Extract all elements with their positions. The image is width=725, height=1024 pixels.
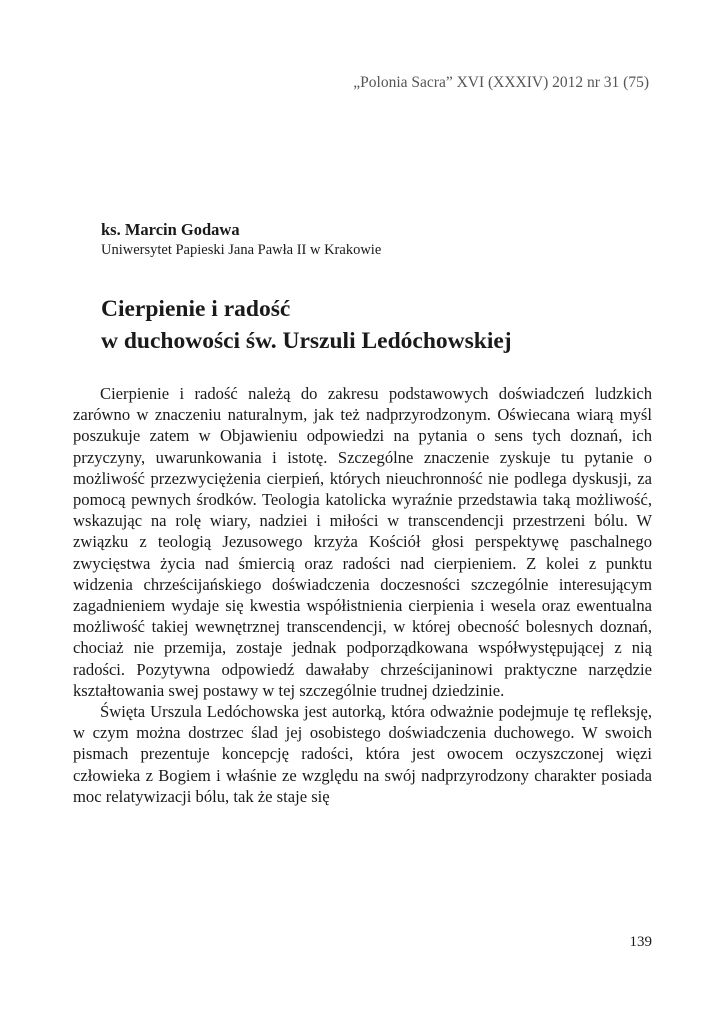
body-paragraph-1: Cierpienie i radość należą do zakresu podstawowych doświadczeń ludzkich zarówno w znaczeniu naturalnym, jak też nadprzyrodzonym. Oświecana wiarą myśl poszukuje zatem w Objawieniu odpowiedzi na pytania o sens tych doznań, ich przyczyny, uwarunkowania i istotę. Szczególne znaczenie zyskuje tu pytanie o możliwość przezwyciężenia cierpień, których nieuchronność nie podlega dyskusji, za pomocą pewnych środków. Teologia katolicka wyraźnie przedstawia taką możliwość, wskazując na rolę wiary, nadziei i miłości w transcendencji przestrzeni bólu. W związku z teologią Jezusowego krzyża Kościół głosi perspektywę paschalnego zwycięstwa życia nad śmiercią oraz radości nad cierpieniem. Z kolei z punktu widzenia chrześcijańskiego doświadczenia doczesności szczególnie interesującym zagadnieniem wydaje się kwestia współistnienia cierpienia i wesela oraz ewentualna możliwość takiej wewnętrznej transcendencji, w której obecność bolesnych doznań, chociaż nie przemija, zostaje jednak podporządkowana współwystępującej z nią radości. Pozytywna odpowiedź dawałaby chrześcijaninowi praktyczne narzędzie kształtowania swej postawy w tej szczególnie trudnej dziedzinie. xyxy=(73,384,652,700)
running-head: „Polonia Sacra” XVI (XXXIV) 2012 nr 31 (75) xyxy=(353,74,649,91)
article-title xyxy=(101,293,512,357)
author-name: ks. Marcin Godawa xyxy=(101,220,240,239)
page-number: 139 xyxy=(629,934,652,950)
author-affiliation: Uniwersytet Papieski Jana Pawła II w Krakowie xyxy=(101,242,382,258)
article-body xyxy=(73,383,652,807)
body-paragraph-2: Święta Urszula Ledóchowska jest autorką, która odważnie podejmuje tę refleksję, w czym można dostrzec ślad jej osobistego doświadczenia duchowego. W swoich pismach prezentuje koncepcję radości, która jest owocem oczyszczonej więzi człowieka z Bogiem i właśnie ze względu na swój nadprzyrodzony charakter posiada moc relatywizacji bólu, tak że staje się xyxy=(73,702,652,806)
article-title-line-1: Cierpienie i radość xyxy=(101,296,291,322)
author-block xyxy=(101,220,381,260)
article-title-line-2: w duchowości św. Urszuli Ledóchowskiej xyxy=(101,328,512,354)
